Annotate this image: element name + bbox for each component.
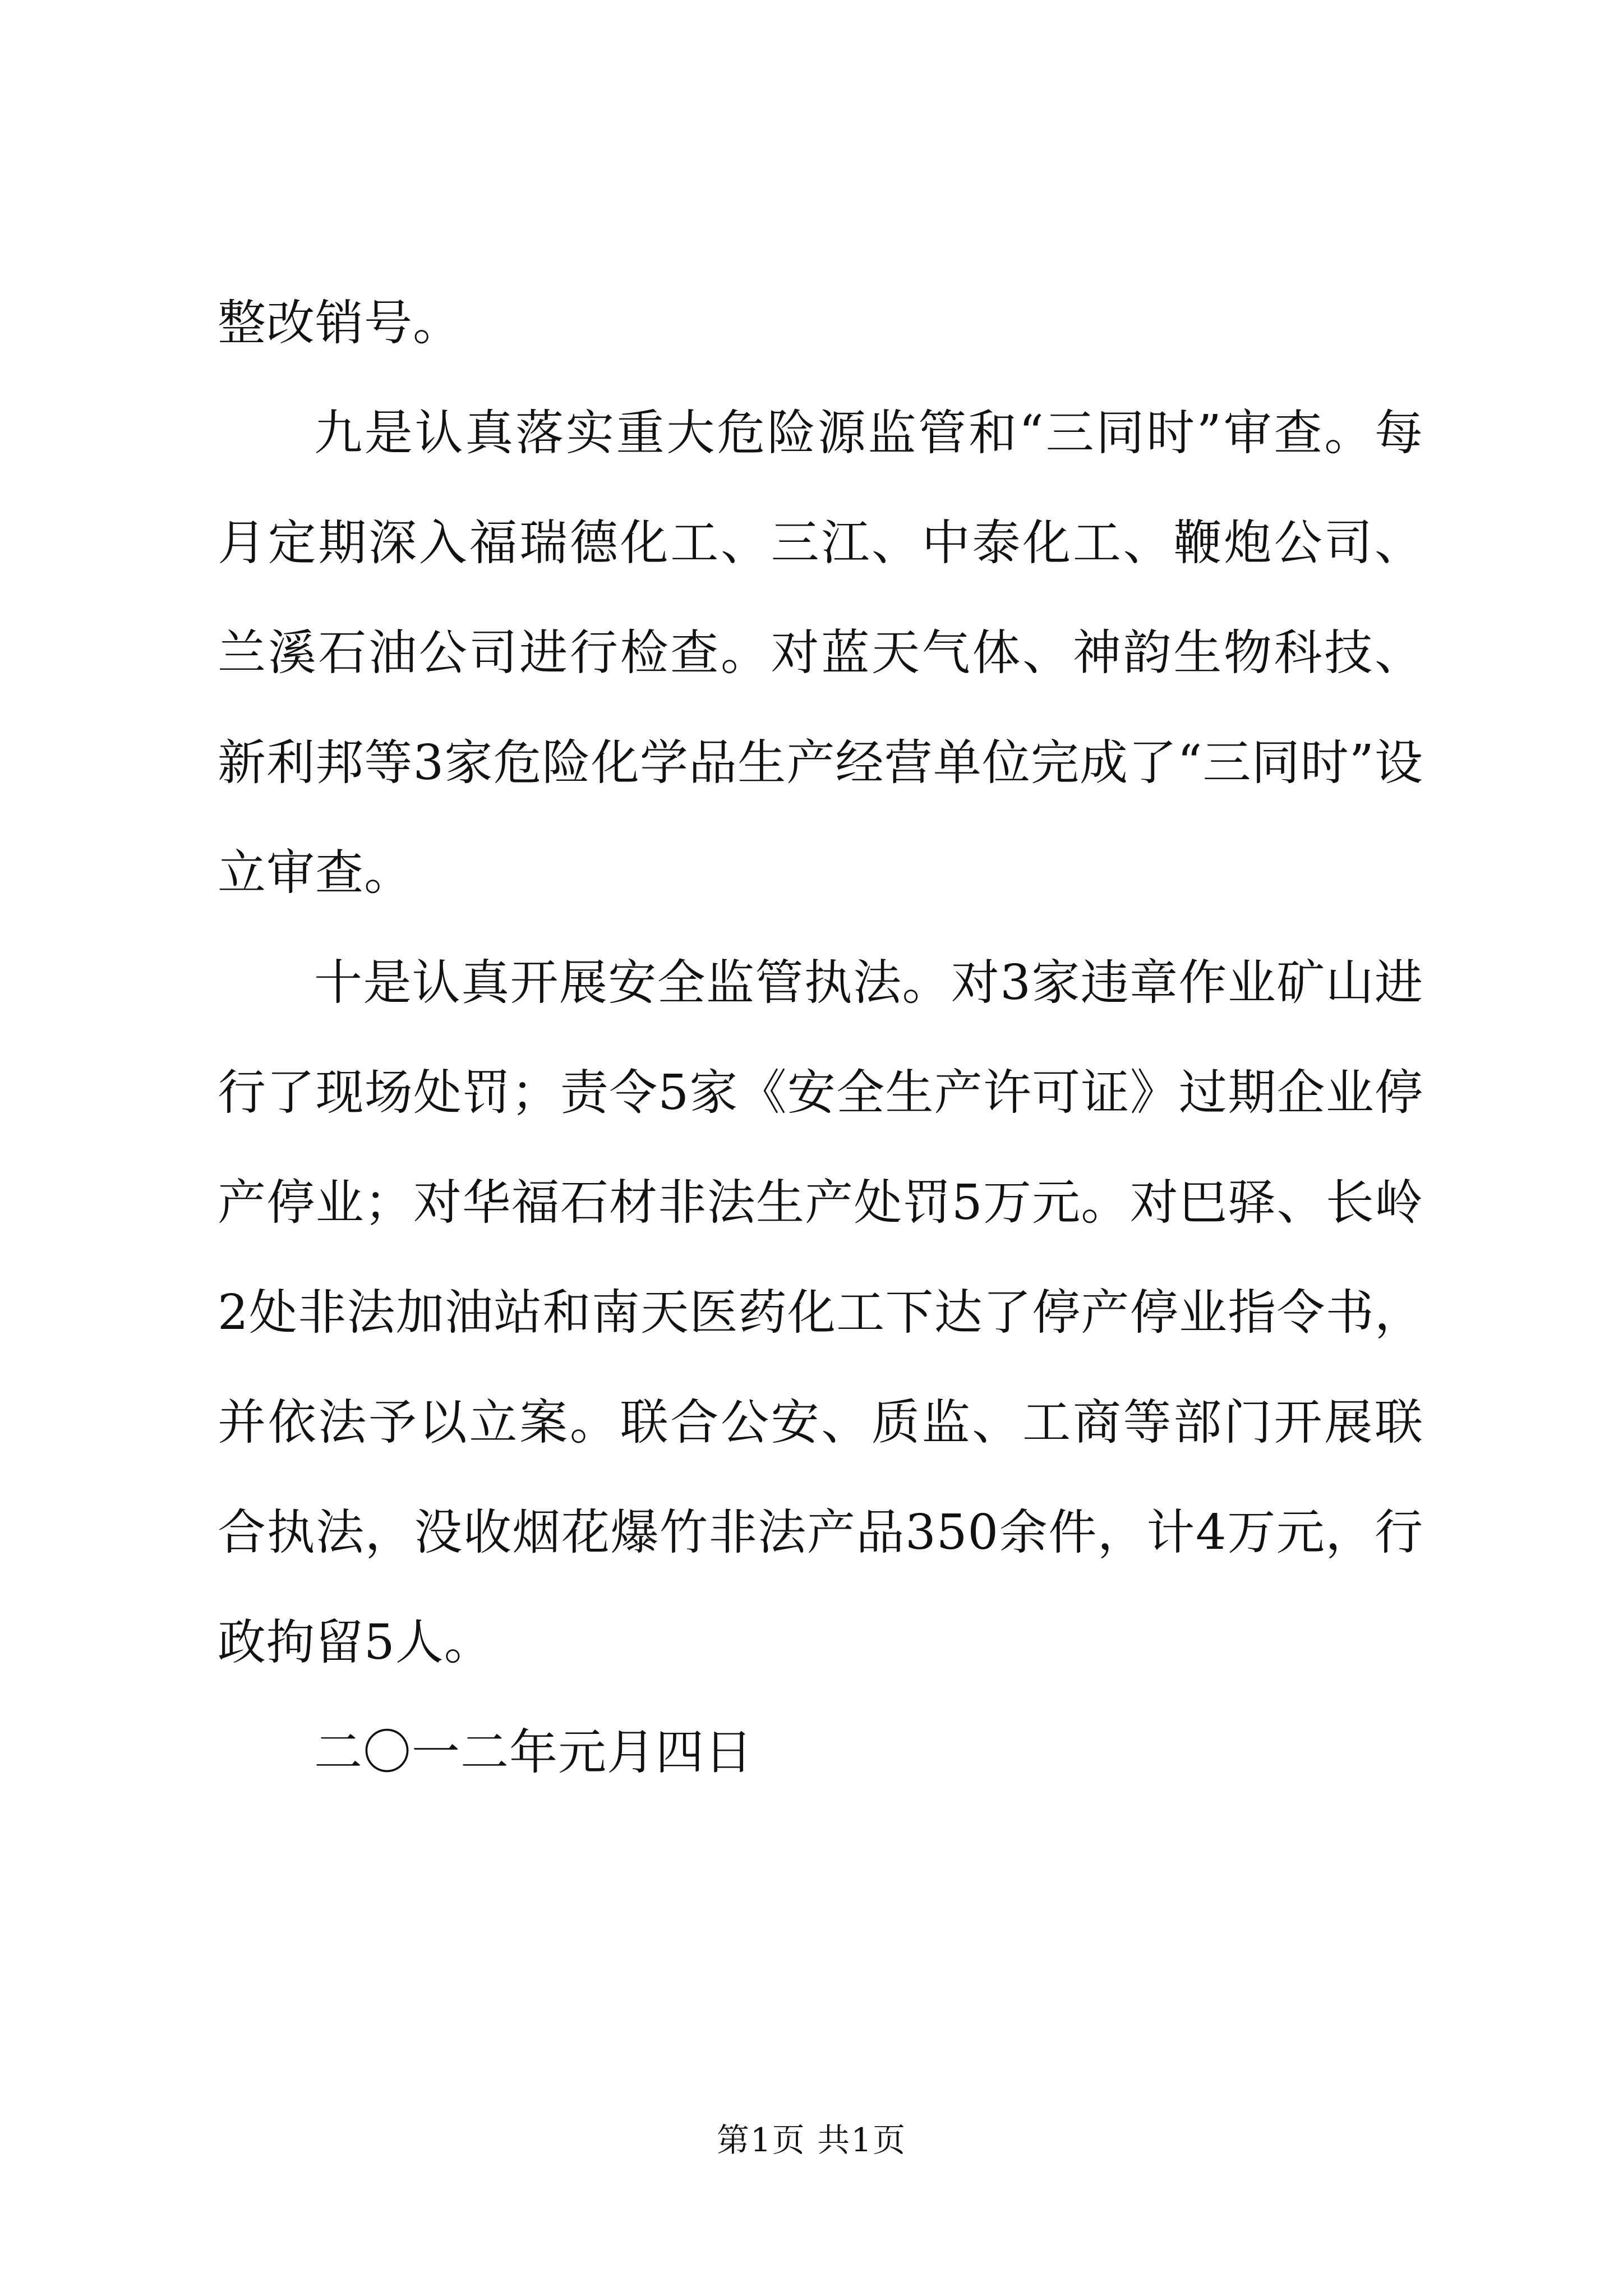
page-footer	[0, 2118, 1623, 2162]
page-number: 第1页 共1页	[716, 2121, 907, 2159]
document-body	[218, 268, 1423, 1807]
document-date: 二〇一二年元月四日	[314, 1724, 753, 1780]
paragraph-item-nine: 九是认真落实重大危险源监管和“三同时”审查。每月定期深入福瑞德化工、三江、中泰化工、鞭炮公司、兰溪石油公司进行检查。对蓝天气体、神韵生物科技、新利邦等3家危险化学品生产经营单位完成了“三同时”设立审查。	[218, 405, 1423, 901]
paragraph-continuation: 整改销号。	[218, 295, 462, 351]
paragraph-item-ten: 十是认真开展安全监管执法。对3家违章作业矿山进行了现场处罚；责令5家《安全生产许可证》过期企业停产停业；对华福石材非法生产处罚5万元。对巴驿、长岭2处非法加油站和南天医药化工下达了停产停业指令书，并依法予以立案。联合公安、质监、工商等部门开展联合执法，没收烟花爆竹非法产品350余件，计4万元，行政拘留5人。	[218, 955, 1423, 1671]
